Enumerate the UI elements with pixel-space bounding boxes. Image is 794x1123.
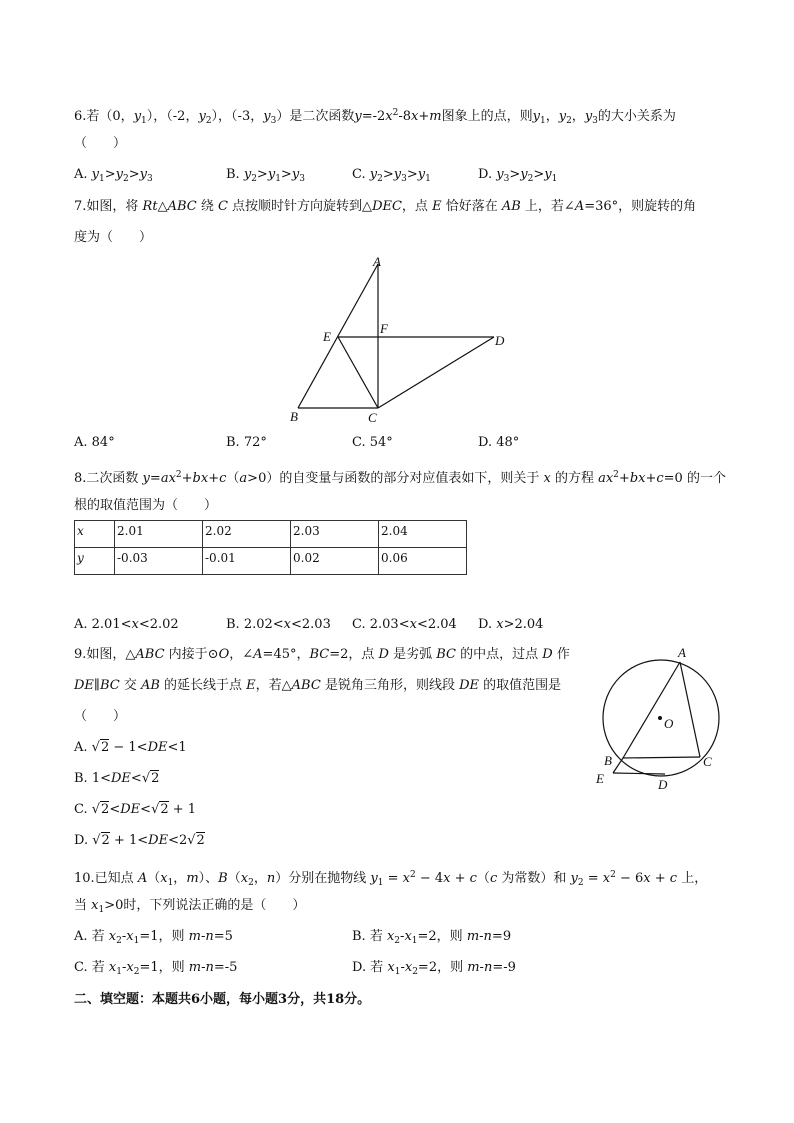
- label-b: B: [604, 753, 612, 768]
- label-c: C: [703, 754, 712, 769]
- segment-ec: [338, 337, 378, 408]
- table-row-y: [75, 548, 467, 575]
- segment-dc: [378, 337, 494, 408]
- q8-option-a: A. 2.01<x<2.02: [74, 617, 179, 632]
- segment-be: [613, 758, 623, 773]
- q10-option-b: B. 若 $x_2-x_1=2$，则 m-n=9: [352, 929, 512, 946]
- q8-stem-line2: 根的取值范围为（ ）: [74, 498, 218, 513]
- label-d: D: [658, 777, 668, 792]
- q6-option-a: A. $y_1>y_2>y_3$: [74, 167, 153, 184]
- q10-stem-line2: 当 $x_1>0$时，下列说法正确的是（ ）: [74, 898, 306, 915]
- q8-option-d: D. x>2.04: [478, 617, 544, 632]
- table-cell: 2.01: [115, 521, 203, 548]
- q9-paren: （ ）: [74, 709, 127, 724]
- table-cell: y: [75, 548, 115, 575]
- q7-figure: [280, 250, 520, 426]
- q6-option-b: B. $y_2>y_1>y_3$: [226, 167, 305, 184]
- label-a: A: [373, 254, 381, 269]
- table-cell: x: [75, 521, 115, 548]
- label-d: D: [495, 333, 505, 348]
- q6-option-c: C. $y_2>y_3>y_1$: [352, 167, 431, 184]
- q6-stem: 6.若（0，$y_1$），（-2，$y_2$），（-3，$y_3$）是二次函数$y=-2x^2-8x+m$图象上的点，则$y_1$，$y_2$，$y_3$的大小关系为: [74, 108, 676, 126]
- segment-bc: [623, 757, 700, 758]
- q10-stem: 10.已知点 $A(x_1$，m）、$B(x_2$，n）分别在抛物线 $y_1 = x^2 - 4x + c(c$ 为常数）和 $y_2 = x^2 - 6x + c$ 上，: [74, 870, 708, 888]
- q7-option-a: A. 84°: [74, 435, 115, 450]
- q7-option-b: B. 72°: [226, 435, 267, 450]
- table-row-x: [75, 521, 467, 548]
- center-dot: [658, 716, 662, 720]
- table-cell: 0.06: [379, 548, 467, 575]
- table-cell: 2.02: [203, 521, 291, 548]
- q10-option-c: C. 若 $x_1-x_2=1$，则 m-n=-5: [74, 960, 238, 977]
- label-b: B: [290, 409, 298, 424]
- q7-stem-line2: 度为（ ）: [74, 230, 153, 245]
- label-e: E: [596, 771, 604, 786]
- q9-stem: 9.如图，△ABC 内接于⊙O，∠A=45°，BC=2，点 D 是劣弧 BC 的中点，过点 D 作: [74, 647, 570, 662]
- q8-option-b: B. 2.02<x<2.03: [226, 617, 331, 632]
- label-a: A: [678, 645, 686, 660]
- label-f: F: [380, 321, 388, 336]
- table-cell: 0.02: [291, 548, 379, 575]
- segment-ed: [613, 773, 665, 774]
- q7-stem: 7.如图，将 Rt△ABC 绕 C 点按顺时针方向旋转到△DEC，点 E 恰好落在 AB 上，若∠A=36°，则旋转的角: [74, 199, 697, 214]
- section-2-heading: 二、填空题：本题共6小题，每小题3分，共18分。: [74, 992, 371, 1007]
- q7-option-d: D. 48°: [478, 435, 520, 450]
- q10-option-d: D. 若 $x_1-x_2=2$，则 m-n=-9: [352, 960, 516, 977]
- segment-ab: [623, 662, 680, 758]
- q10-option-a: A. 若 $x_2-x_1=1$，则 m-n=5: [74, 929, 233, 946]
- q8-value-table: [74, 520, 467, 575]
- q8-stem: 8.二次函数 $y=ax^2+bx+c(a>0)$的自变量与函数的部分对应值表如下，则关于 x 的方程 $ax^2+bx+c=0$ 的一个: [74, 470, 726, 486]
- q9-stem-line2: DE∥BC 交 AB 的延长线于点 E，若△ABC 是锐角三角形，则线段 DE 的取值范围是: [74, 678, 562, 693]
- q7-option-c: C. 54°: [352, 435, 393, 450]
- table-cell: 2.03: [291, 521, 379, 548]
- q9-option-a: A. √2 − 1<DE<1: [74, 740, 187, 755]
- q6-option-d: D. $y_3>y_2>y_1$: [478, 167, 558, 184]
- segment-ac: [680, 662, 700, 757]
- table-cell: -0.01: [203, 548, 291, 575]
- q8-option-c: C. 2.03<x<2.04: [352, 617, 457, 632]
- q9-option-c: C. √2<DE<√2 + 1: [74, 802, 197, 817]
- label-e: E: [323, 329, 331, 344]
- q9-figure: [590, 640, 730, 795]
- q6-paren: （ ）: [74, 136, 127, 151]
- q9-option-d: D. √2 + 1<DE<2√2: [74, 833, 205, 848]
- label-c: C: [368, 410, 377, 425]
- q9-option-b: B. 1<DE<√2: [74, 771, 160, 786]
- table-cell: -0.03: [115, 548, 203, 575]
- label-o: O: [664, 716, 674, 731]
- table-cell: 2.04: [379, 521, 467, 548]
